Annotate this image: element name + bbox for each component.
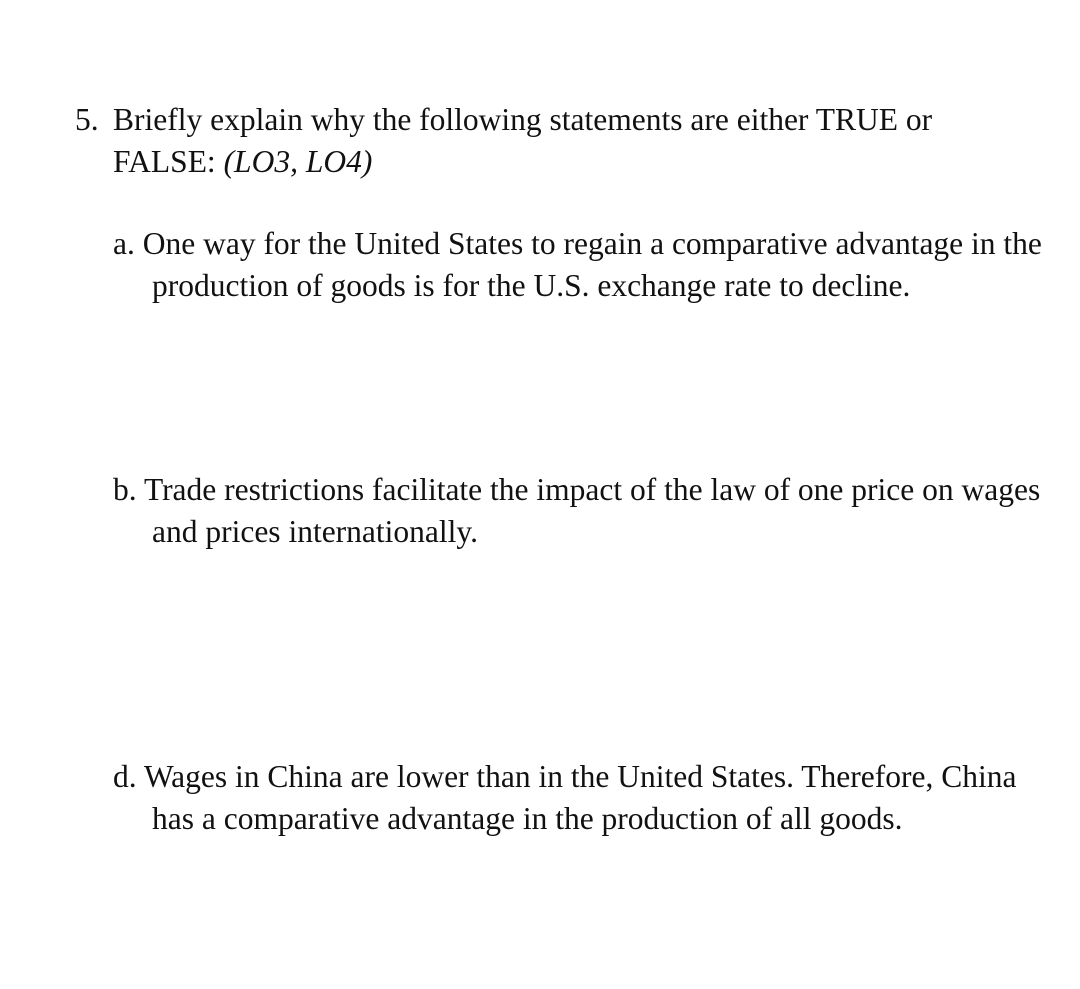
statement-d (113, 756, 1052, 839)
statement-b-label: b. (113, 472, 137, 507)
statement-d-text: Wages in China are lower than in the United States. Therefore, China has a comparative advantage in the production of all goods. (143, 759, 1017, 836)
statement-b (113, 469, 1052, 552)
statement-b-text: Trade restrictions facilitate the impact of the law of one price on wages and prices internationally. (143, 472, 1041, 549)
question-prompt (75, 99, 1005, 183)
learning-objectives-tag: (LO3, LO4) (223, 144, 373, 179)
statement-a-label: a. (113, 226, 135, 261)
statement-a-text: One way for the United States to regain a comparative advantage in the production of goods is for the U.S. exchange rate to decline. (142, 226, 1042, 303)
question-number: 5. (75, 102, 99, 137)
statement-d-label: d. (113, 759, 137, 794)
question-text: Briefly explain why the following statements are either TRUE or FALSE: (113, 102, 933, 179)
statement-a (113, 223, 1052, 306)
question-5 (75, 99, 1005, 183)
